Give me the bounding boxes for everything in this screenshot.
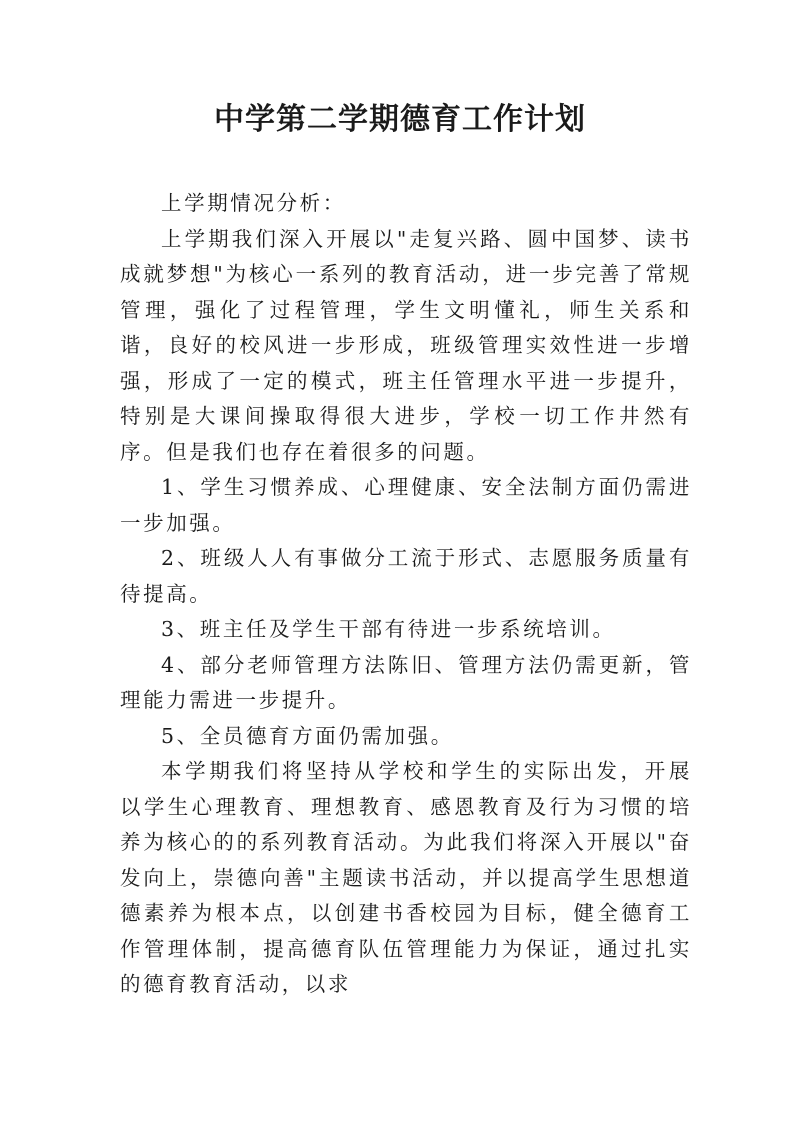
paragraph-issue-3: 3、班主任及学生干部有待进一步系统培训。 [161,617,616,641]
paragraph-issue-2: 2、班级人人有事做分工流于形式、志愿服务质量有待提高。 [120,546,692,606]
paragraph-issue-5: 5、全员德育方面仍需加强。 [161,723,454,748]
paragraph-issue-1: 1、学生习惯养成、心理健康、安全法制方面仍需进一步加强。 [120,475,692,535]
paragraph-heading-analysis: 上学期情况分析： [161,191,346,215]
document-title: 中学第二学期德育工作计划 [214,102,586,137]
paragraph-last-term-summary: 上学期我们深入开展以"走复兴路、圆中国梦、读书成就梦想"为核心一系列的教育活动，进一步完善了常规管理，强化了过程管理，学生文明懂礼，师生关系和谐，良好的校风进一步形成，班级管理实效性进一步增强，形成了一定的模式，班主任管理水平进一步提升，特别是大课间操取得很大进步，学校一切工作井然有序。但是我们也存在着很多的问题。 [120,226,692,464]
paragraph-issue-4: 4、部分老师管理方法陈旧、管理方法仍需更新，管理能力需进一步提升。 [120,652,692,712]
paragraph-this-term-plan: 本学期我们将坚持从学校和学生的实际出发，开展以学生心理教育、理想教育、感恩教育及行为习惯的培养为核心的的系列教育活动。为此我们将深入开展以"奋发向上，崇德向善"主题读书活动，并以提高学生思想道德素养为根本点，以创建书香校园为目标，健全德育工作管理体制，提高德育队伍管理能力为保证，通过扎实的德育教育活动，以求 [120,759,692,996]
document-body [120,186,692,1003]
